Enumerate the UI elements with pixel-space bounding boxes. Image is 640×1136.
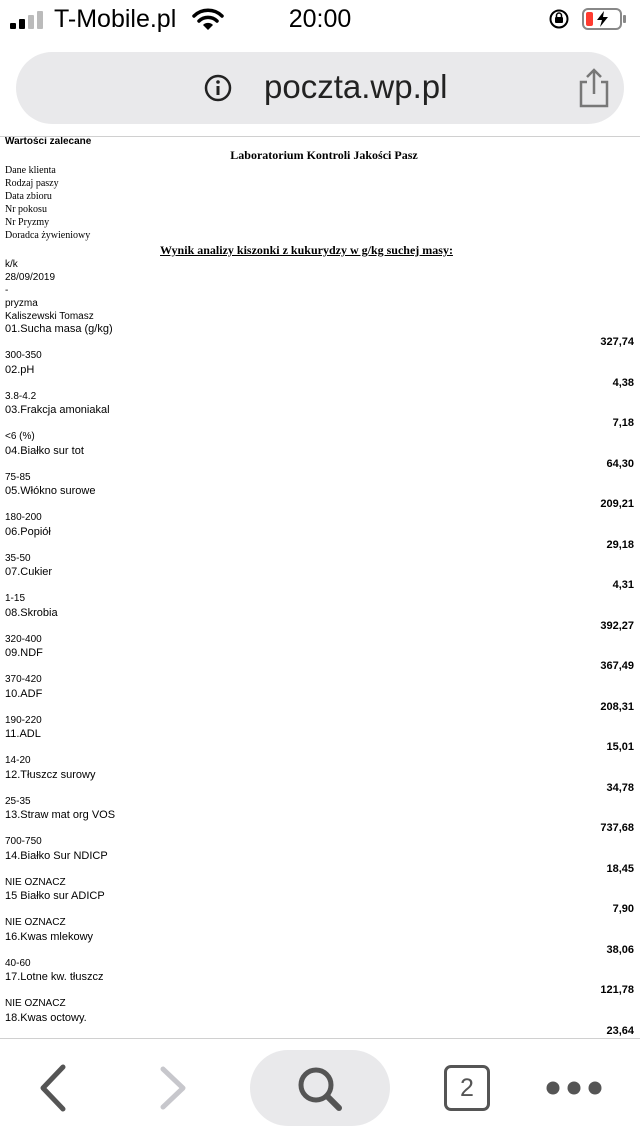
- row-value: 38,06: [606, 943, 634, 956]
- url-text[interactable]: poczta.wp.pl: [264, 68, 448, 105]
- row-value: 737,68: [600, 822, 634, 834]
- field-label: Nr Pryzmy: [5, 217, 50, 228]
- row-value: 18,45: [606, 862, 634, 875]
- row-range: 3.8-4.2: [5, 390, 37, 402]
- row-value: 7,90: [612, 903, 634, 915]
- row-range: <6 (%): [5, 431, 35, 442]
- row-name: 13.Straw mat org VOS: [5, 809, 116, 821]
- carrier-name: T-Mobile.pl: [54, 5, 177, 33]
- row-name: 09.NDF: [5, 647, 43, 659]
- search-button[interactable]: [250, 1050, 390, 1126]
- field-label: Nr pokosu: [5, 204, 47, 215]
- row-value: 34,78: [606, 781, 634, 794]
- row-value: 29,18: [606, 538, 634, 551]
- address-bar[interactable]: [16, 52, 624, 124]
- document-view[interactable]: [0, 137, 640, 1038]
- row-name: 12.Tłuszcz surowy: [5, 768, 96, 781]
- row-range: 40-60: [5, 957, 31, 969]
- field-value: 28/09/2019: [5, 272, 56, 283]
- row-range: 25-35: [5, 795, 31, 807]
- row-value: 23,64: [606, 1024, 634, 1037]
- row-value: 392,27: [600, 619, 634, 632]
- row-name: 04.Białko sur tot: [5, 444, 84, 457]
- row-range: NIE OZNACZ: [5, 917, 66, 928]
- field-labels: [5, 164, 90, 242]
- row-value: 121,78: [600, 984, 634, 996]
- analysis-heading: Wynik analizy kiszonki z kukurydzy w g/kg suchej masy:: [160, 243, 453, 257]
- row-range: 75-85: [5, 471, 31, 483]
- row-name: 06.Popiół: [5, 525, 51, 538]
- info-icon[interactable]: [204, 74, 232, 102]
- row-range: 190-220: [5, 714, 42, 726]
- row-name: 02.pH: [5, 363, 35, 376]
- search-icon: [296, 1066, 344, 1112]
- row-range: NIE OZNACZ: [5, 876, 66, 888]
- row-range: 320-400: [5, 633, 42, 645]
- field-value: k/k: [5, 259, 18, 270]
- chevron-left-icon[interactable]: [38, 1063, 68, 1113]
- row-name: 10.ADF: [5, 687, 43, 700]
- row-name: 01.Sucha masa (g/kg): [5, 323, 113, 335]
- row-value: 4,38: [612, 376, 634, 389]
- row-value: 15,01: [606, 741, 634, 753]
- row-name: 03.Frakcja amoniakal: [5, 404, 110, 416]
- row-range: 14-20: [5, 755, 31, 766]
- recommended-values-label: Wartości zalecane: [5, 137, 92, 147]
- row-value: 367,49: [600, 660, 634, 672]
- row-name: 14.Białko Sur NDICP: [5, 849, 108, 862]
- lab-title: Laboratorium Kontroli Jakości Pasz: [230, 148, 418, 162]
- row-value: 64,30: [606, 457, 634, 470]
- row-value: 209,21: [600, 498, 634, 510]
- more-icon[interactable]: [546, 1081, 602, 1095]
- clock: 20:00: [288, 5, 352, 33]
- rotation-lock-icon: [548, 8, 570, 30]
- battery-icon: [582, 8, 626, 30]
- share-icon[interactable]: [576, 68, 612, 108]
- row-range: NIE OZNACZ: [5, 998, 66, 1009]
- field-values: [5, 258, 94, 323]
- status-bar: [0, 0, 640, 40]
- field-label: Doradca żywieniowy: [5, 230, 91, 241]
- row-value: 7,18: [612, 417, 634, 429]
- field-label: Rodzaj paszy: [5, 178, 59, 189]
- field-value: Kaliszewski Tomasz: [5, 311, 94, 322]
- row-name: 18.Kwas octowy.: [5, 1011, 87, 1024]
- field-value: -: [5, 285, 9, 296]
- row-range: 1-15: [5, 593, 26, 604]
- row-range: 35-50: [5, 552, 31, 564]
- field-label: Data zbioru: [5, 191, 52, 202]
- row-value: 208,31: [600, 700, 634, 713]
- bottom-toolbar: [0, 1039, 640, 1136]
- row-name: 16.Kwas mlekowy: [5, 930, 94, 943]
- field-label: Dane klienta: [5, 165, 56, 176]
- row-name: 08.Skrobia: [5, 606, 58, 619]
- row-name: 05.Włókno surowe: [5, 485, 96, 497]
- row-range: 300-350: [5, 350, 42, 361]
- row-name: 17.Lotne kw. tłuszcz: [5, 971, 104, 983]
- row-value: 4,31: [612, 579, 634, 591]
- row-range: 180-200: [5, 512, 42, 523]
- tabs-count: 2: [460, 1074, 474, 1102]
- row-range: 700-750: [5, 836, 42, 847]
- row-range: 370-420: [5, 674, 42, 685]
- row-name: 15 Białko sur ADICP: [5, 890, 105, 902]
- chevron-right-icon[interactable]: [158, 1065, 188, 1111]
- tabs-button[interactable]: [444, 1065, 490, 1111]
- field-value: pryzma: [5, 298, 38, 309]
- row-name: 11.ADL: [5, 728, 41, 740]
- row-name: 07.Cukier: [5, 566, 53, 578]
- row-value: 327,74: [600, 336, 634, 348]
